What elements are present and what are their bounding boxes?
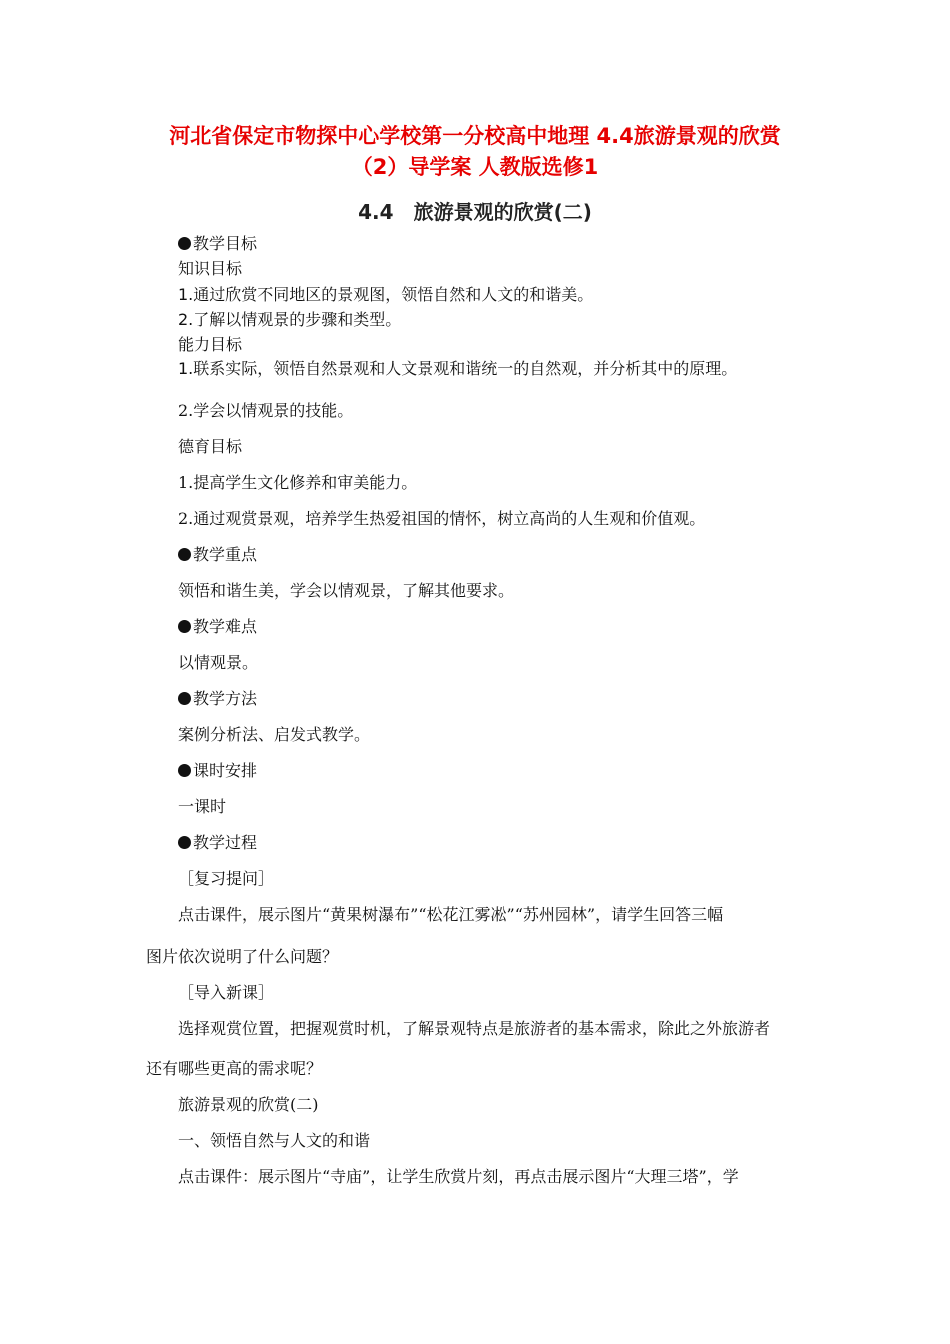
document-title-line-1: 河北省保定市物探中心学校第一分校高中地理 4.4旅游景观的欣赏 (169, 124, 781, 148)
intro-text-line-1: 选择观赏位置，把握观赏时机，了解景观特点是旅游者的基本需求，除此之外旅游者 (178, 1019, 771, 1038)
bullet-icon (178, 692, 191, 705)
bullet-icon (178, 237, 191, 250)
bullet-icon (178, 764, 191, 777)
moral-item-2: 2.通过观赏景观，培养学生热爱祖国的情怀，树立高尚的人生观和价值观。 (178, 509, 706, 528)
bullet-icon (178, 620, 191, 633)
moral-item-1: 1.提高学生文化修养和审美能力。 (178, 473, 418, 492)
document-title-line-2: （2）导学案 人教版选修1 (351, 155, 599, 179)
key-points-text: 领悟和谐生美，学会以情观景，了解其他要求。 (178, 581, 515, 600)
key-points-heading: 教学重点 (178, 544, 257, 566)
schedule-text: 一课时 (178, 797, 227, 816)
ability-item-2: 2.学会以情观景的技能。 (178, 401, 354, 420)
difficulty-heading: 教学难点 (178, 616, 257, 638)
method-text: 案例分析法、启发式教学。 (178, 725, 371, 744)
knowledge-heading: 知识目标 (178, 259, 243, 278)
review-text-line-2: 图片依次说明了什么问题？ (146, 947, 339, 966)
bullet-icon (178, 548, 191, 561)
bullet-icon (178, 836, 191, 849)
method-heading: 教学方法 (178, 688, 257, 710)
intro-text-line-2: 还有哪些更高的需求呢？ (146, 1059, 323, 1078)
moral-heading: 德育目标 (178, 437, 243, 456)
lesson-title: 4.4 旅游景观的欣赏(二) (358, 200, 592, 224)
section-1-text: 点击课件：展示图片“寺庙”，让学生欣赏片刻，再点击展示图片“大理三塔”，学 (178, 1167, 739, 1186)
objectives-heading: 教学目标 (178, 233, 257, 255)
intro-label: ［导入新课］ (178, 983, 275, 1002)
section-1-heading: 一、领悟自然与人文的和谐 (178, 1131, 371, 1150)
knowledge-item-2: 2.了解以情观景的步骤和类型。 (178, 310, 402, 329)
review-label: ［复习提问］ (178, 869, 275, 888)
review-text-line-1: 点击课件，展示图片“黄果树瀑布”“松花江雾凇”“苏州园林”，请学生回答三幅 (178, 905, 724, 924)
schedule-heading: 课时安排 (178, 760, 257, 782)
knowledge-item-1: 1.通过欣赏不同地区的景观图，领悟自然和人文的和谐美。 (178, 285, 594, 304)
process-heading: 教学过程 (178, 832, 257, 854)
ability-heading: 能力目标 (178, 335, 243, 354)
lesson-name: 旅游景观的欣赏(二) (178, 1095, 319, 1114)
ability-item-1: 1.联系实际，领悟自然景观和人文景观和谐统一的自然观，并分析其中的原理。 (178, 359, 738, 378)
difficulty-text: 以情观景。 (178, 653, 259, 672)
